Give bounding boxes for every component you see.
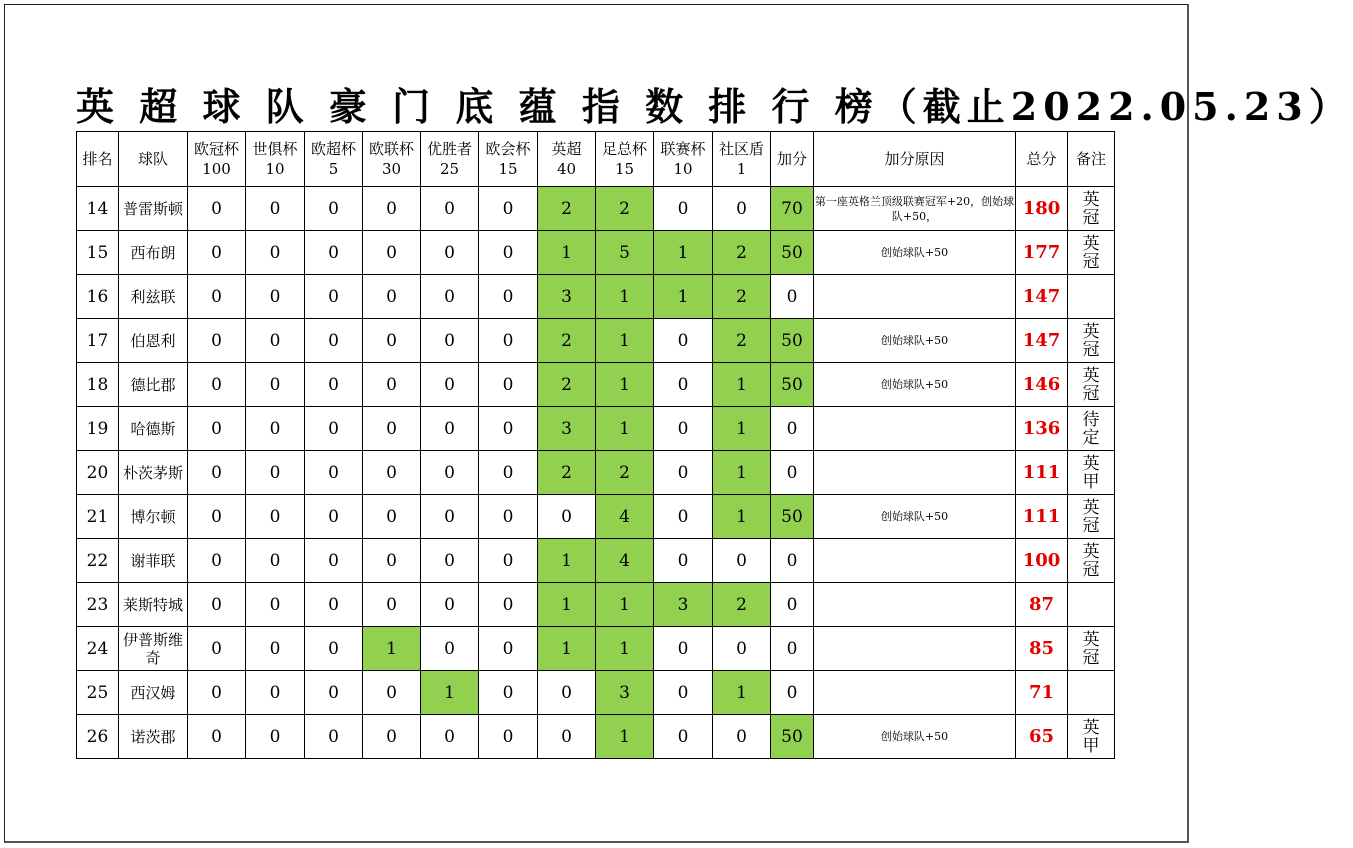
trophy-count-cell: 0 bbox=[188, 407, 246, 451]
trophy-count-cell: 0 bbox=[479, 231, 538, 275]
team-cell: 伊普斯维奇 bbox=[119, 627, 188, 671]
trophy-count-cell: 0 bbox=[654, 539, 713, 583]
note-cell bbox=[1068, 539, 1115, 583]
header-label: 加分原因 bbox=[884, 150, 945, 168]
note-text: 英冠 bbox=[1082, 541, 1100, 580]
bonus-cell: 50 bbox=[771, 319, 814, 363]
trophy-count-cell: 0 bbox=[654, 627, 713, 671]
trophy-count-cell: 1 bbox=[363, 627, 421, 671]
rank-cell: 17 bbox=[77, 319, 119, 363]
trophy-count-cell: 0 bbox=[188, 627, 246, 671]
trophy-count-cell: 1 bbox=[538, 539, 596, 583]
trophy-count-cell: 0 bbox=[363, 715, 421, 759]
trophy-count-cell: 1 bbox=[713, 671, 771, 715]
note-cell bbox=[1068, 671, 1115, 715]
trophy-count-cell: 0 bbox=[363, 539, 421, 583]
page-title: 英 超 球 队 豪 门 底 蕴 指 数 排 行 榜（截止2022.05.23） bbox=[76, 84, 1353, 129]
column-header bbox=[188, 132, 246, 187]
header-label: 加分 bbox=[776, 150, 807, 168]
trophy-count-cell: 0 bbox=[713, 627, 771, 671]
trophy-count-cell: 0 bbox=[305, 187, 363, 231]
bonus-reason-cell bbox=[814, 451, 1016, 495]
trophy-count-cell: 1 bbox=[596, 363, 654, 407]
total-score-cell: 85 bbox=[1016, 627, 1068, 671]
trophy-count-cell: 0 bbox=[479, 187, 538, 231]
header-points: 100 bbox=[202, 160, 231, 178]
team-cell: 德比郡 bbox=[119, 363, 188, 407]
trophy-count-cell: 1 bbox=[713, 451, 771, 495]
trophy-count-cell: 0 bbox=[188, 231, 246, 275]
header-points: 15 bbox=[614, 160, 635, 178]
trophy-count-cell: 0 bbox=[188, 583, 246, 627]
total-score-cell: 180 bbox=[1016, 187, 1068, 231]
trophy-count-cell: 0 bbox=[363, 363, 421, 407]
trophy-count-cell: 0 bbox=[654, 495, 713, 539]
header-label: 欧超杯 bbox=[310, 140, 356, 158]
header-points: 10 bbox=[265, 160, 285, 178]
total-score-cell: 65 bbox=[1016, 715, 1068, 759]
total-score-cell: 100 bbox=[1016, 539, 1068, 583]
note-text: 英甲 bbox=[1082, 453, 1100, 492]
rank-cell: 18 bbox=[77, 363, 119, 407]
header-label: 总分 bbox=[1026, 150, 1057, 168]
team-cell: 普雷斯顿 bbox=[119, 187, 188, 231]
trophy-count-cell: 1 bbox=[538, 583, 596, 627]
total-score-cell: 111 bbox=[1016, 495, 1068, 539]
total-score-cell: 146 bbox=[1016, 363, 1068, 407]
team-cell: 伯恩利 bbox=[119, 319, 188, 363]
note-cell bbox=[1068, 627, 1115, 671]
trophy-count-cell: 1 bbox=[596, 275, 654, 319]
note-text: 待定 bbox=[1082, 409, 1100, 448]
bonus-cell: 0 bbox=[771, 407, 814, 451]
note-text: 英甲 bbox=[1082, 717, 1100, 756]
rank-cell: 24 bbox=[77, 627, 119, 671]
total-score-cell: 136 bbox=[1016, 407, 1068, 451]
trophy-count-cell: 0 bbox=[713, 539, 771, 583]
column-header bbox=[771, 132, 814, 187]
team-cell: 博尔顿 bbox=[119, 495, 188, 539]
column-header bbox=[246, 132, 305, 187]
note-cell bbox=[1068, 715, 1115, 759]
trophy-count-cell: 0 bbox=[246, 231, 305, 275]
rank-cell: 14 bbox=[77, 187, 119, 231]
trophy-count-cell: 0 bbox=[246, 319, 305, 363]
header-row bbox=[77, 132, 1115, 187]
table-row bbox=[77, 671, 1115, 715]
trophy-count-cell: 0 bbox=[246, 187, 305, 231]
trophy-count-cell: 1 bbox=[654, 275, 713, 319]
bonus-cell: 0 bbox=[771, 451, 814, 495]
trophy-count-cell: 0 bbox=[479, 627, 538, 671]
trophy-count-cell: 0 bbox=[479, 583, 538, 627]
column-header bbox=[713, 132, 771, 187]
total-score-cell: 71 bbox=[1016, 671, 1068, 715]
trophy-count-cell: 0 bbox=[479, 319, 538, 363]
trophy-count-cell: 0 bbox=[305, 671, 363, 715]
note-text: 英冠 bbox=[1082, 365, 1100, 404]
table-row bbox=[77, 451, 1115, 495]
note-text: 英冠 bbox=[1082, 629, 1100, 668]
trophy-count-cell: 0 bbox=[305, 539, 363, 583]
header-points: 30 bbox=[381, 160, 402, 178]
bonus-reason-cell: 创始球队+50 bbox=[814, 715, 1016, 759]
trophy-count-cell: 0 bbox=[421, 627, 479, 671]
trophy-count-cell: 0 bbox=[538, 671, 596, 715]
trophy-count-cell: 0 bbox=[246, 539, 305, 583]
column-header bbox=[1068, 132, 1115, 187]
rank-cell: 23 bbox=[77, 583, 119, 627]
trophy-count-cell: 0 bbox=[363, 319, 421, 363]
header-label: 联赛杯 bbox=[660, 140, 706, 158]
note-text: 英冠 bbox=[1082, 497, 1100, 536]
trophy-count-cell: 0 bbox=[305, 627, 363, 671]
rank-cell: 22 bbox=[77, 539, 119, 583]
trophy-count-cell: 0 bbox=[421, 363, 479, 407]
rank-cell: 21 bbox=[77, 495, 119, 539]
table-row bbox=[77, 187, 1115, 231]
trophy-count-cell: 0 bbox=[479, 363, 538, 407]
trophy-count-cell: 2 bbox=[713, 319, 771, 363]
trophy-count-cell: 1 bbox=[596, 319, 654, 363]
bonus-cell: 0 bbox=[771, 627, 814, 671]
trophy-count-cell: 0 bbox=[654, 715, 713, 759]
trophy-count-cell: 0 bbox=[421, 407, 479, 451]
trophy-count-cell: 0 bbox=[305, 407, 363, 451]
trophy-count-cell: 0 bbox=[654, 671, 713, 715]
trophy-count-cell: 2 bbox=[538, 451, 596, 495]
rank-cell: 15 bbox=[77, 231, 119, 275]
column-header bbox=[77, 132, 119, 187]
table-row bbox=[77, 275, 1115, 319]
column-header bbox=[305, 132, 363, 187]
team-cell: 朴茨茅斯 bbox=[119, 451, 188, 495]
trophy-count-cell: 0 bbox=[479, 539, 538, 583]
bonus-cell: 50 bbox=[771, 495, 814, 539]
trophy-count-cell: 2 bbox=[538, 363, 596, 407]
header-label: 欧冠杯 bbox=[193, 140, 239, 158]
trophy-count-cell: 3 bbox=[654, 583, 713, 627]
trophy-count-cell: 0 bbox=[363, 451, 421, 495]
bonus-cell: 0 bbox=[771, 671, 814, 715]
note-cell bbox=[1068, 275, 1115, 319]
trophy-count-cell: 1 bbox=[654, 231, 713, 275]
total-score-cell: 87 bbox=[1016, 583, 1068, 627]
trophy-count-cell: 0 bbox=[188, 671, 246, 715]
trophy-count-cell: 0 bbox=[363, 583, 421, 627]
bonus-reason-cell: 创始球队+50 bbox=[814, 495, 1016, 539]
trophy-count-cell: 0 bbox=[479, 495, 538, 539]
note-text: 英冠 bbox=[1082, 189, 1100, 228]
note-text: 英冠 bbox=[1082, 233, 1100, 272]
team-cell: 西布朗 bbox=[119, 231, 188, 275]
column-header bbox=[421, 132, 479, 187]
trophy-count-cell: 0 bbox=[654, 187, 713, 231]
trophy-count-cell: 0 bbox=[479, 275, 538, 319]
trophy-count-cell: 2 bbox=[596, 187, 654, 231]
trophy-count-cell: 0 bbox=[421, 451, 479, 495]
trophy-count-cell: 0 bbox=[188, 187, 246, 231]
total-score-cell: 177 bbox=[1016, 231, 1068, 275]
note-cell bbox=[1068, 407, 1115, 451]
rank-cell: 19 bbox=[77, 407, 119, 451]
trophy-count-cell: 0 bbox=[421, 539, 479, 583]
trophy-count-cell: 0 bbox=[421, 495, 479, 539]
bonus-reason-cell: 创始球队+50 bbox=[814, 319, 1016, 363]
table-body bbox=[77, 187, 1115, 759]
table-row bbox=[77, 539, 1115, 583]
header-points: 10 bbox=[673, 160, 693, 178]
column-header bbox=[119, 132, 188, 187]
trophy-count-cell: 0 bbox=[188, 451, 246, 495]
trophy-count-cell: 0 bbox=[305, 319, 363, 363]
table-row bbox=[77, 583, 1115, 627]
trophy-count-cell: 1 bbox=[421, 671, 479, 715]
trophy-count-cell: 0 bbox=[246, 495, 305, 539]
rank-cell: 20 bbox=[77, 451, 119, 495]
column-header bbox=[654, 132, 713, 187]
trophy-count-cell: 0 bbox=[188, 319, 246, 363]
table-row bbox=[77, 627, 1115, 671]
trophy-count-cell: 1 bbox=[596, 715, 654, 759]
trophy-count-cell: 0 bbox=[246, 451, 305, 495]
note-text: 英冠 bbox=[1082, 321, 1100, 360]
bonus-reason-cell bbox=[814, 583, 1016, 627]
trophy-count-cell: 2 bbox=[713, 231, 771, 275]
header-points: 25 bbox=[439, 160, 460, 178]
bonus-reason-cell: 创始球队+50 bbox=[814, 231, 1016, 275]
trophy-count-cell: 0 bbox=[246, 363, 305, 407]
trophy-count-cell: 1 bbox=[596, 583, 654, 627]
bonus-cell: 0 bbox=[771, 583, 814, 627]
trophy-count-cell: 0 bbox=[305, 275, 363, 319]
trophy-count-cell: 0 bbox=[479, 715, 538, 759]
trophy-count-cell: 0 bbox=[188, 275, 246, 319]
note-cell bbox=[1068, 363, 1115, 407]
bonus-cell: 50 bbox=[771, 715, 814, 759]
header-points: 40 bbox=[556, 160, 577, 178]
note-cell bbox=[1068, 231, 1115, 275]
rank-cell: 26 bbox=[77, 715, 119, 759]
trophy-count-cell: 1 bbox=[596, 627, 654, 671]
header-label: 优胜者 bbox=[426, 140, 472, 158]
total-score-cell: 147 bbox=[1016, 319, 1068, 363]
trophy-count-cell: 0 bbox=[421, 583, 479, 627]
trophy-count-cell: 0 bbox=[305, 495, 363, 539]
trophy-count-cell: 0 bbox=[654, 363, 713, 407]
team-cell: 哈德斯 bbox=[119, 407, 188, 451]
trophy-count-cell: 3 bbox=[596, 671, 654, 715]
trophy-count-cell: 0 bbox=[654, 407, 713, 451]
bonus-reason-cell bbox=[814, 539, 1016, 583]
table-row bbox=[77, 407, 1115, 451]
trophy-count-cell: 2 bbox=[713, 583, 771, 627]
header-points: 5 bbox=[328, 160, 339, 178]
trophy-count-cell: 0 bbox=[246, 671, 305, 715]
trophy-count-cell: 0 bbox=[363, 187, 421, 231]
trophy-count-cell: 0 bbox=[246, 407, 305, 451]
trophy-count-cell: 2 bbox=[538, 187, 596, 231]
trophy-count-cell: 0 bbox=[363, 495, 421, 539]
header-label: 欧会杯 bbox=[485, 140, 531, 158]
table-row bbox=[77, 495, 1115, 539]
trophy-count-cell: 0 bbox=[479, 451, 538, 495]
note-cell bbox=[1068, 495, 1115, 539]
trophy-count-cell: 0 bbox=[188, 363, 246, 407]
trophy-count-cell: 0 bbox=[363, 671, 421, 715]
trophy-count-cell: 1 bbox=[713, 407, 771, 451]
trophy-count-cell: 2 bbox=[538, 319, 596, 363]
column-header bbox=[363, 132, 421, 187]
trophy-count-cell: 0 bbox=[188, 715, 246, 759]
team-cell: 莱斯特城 bbox=[119, 583, 188, 627]
trophy-count-cell: 0 bbox=[305, 583, 363, 627]
trophy-count-cell: 0 bbox=[713, 187, 771, 231]
header-label: 欧联杯 bbox=[368, 140, 414, 158]
note-cell bbox=[1068, 451, 1115, 495]
bonus-cell: 0 bbox=[771, 539, 814, 583]
trophy-count-cell: 0 bbox=[421, 715, 479, 759]
trophy-count-cell: 3 bbox=[538, 407, 596, 451]
trophy-count-cell: 0 bbox=[305, 231, 363, 275]
note-cell bbox=[1068, 187, 1115, 231]
trophy-count-cell: 0 bbox=[538, 715, 596, 759]
column-header bbox=[538, 132, 596, 187]
bonus-cell: 50 bbox=[771, 363, 814, 407]
trophy-count-cell: 0 bbox=[421, 319, 479, 363]
trophy-count-cell: 0 bbox=[654, 319, 713, 363]
header-label: 足总杯 bbox=[601, 140, 647, 158]
bonus-cell: 50 bbox=[771, 231, 814, 275]
header-label: 社区盾 bbox=[718, 140, 764, 158]
bonus-reason-cell: 创始球队+50 bbox=[814, 363, 1016, 407]
trophy-count-cell: 0 bbox=[188, 495, 246, 539]
table-row bbox=[77, 231, 1115, 275]
trophy-count-cell: 0 bbox=[421, 187, 479, 231]
trophy-count-cell: 0 bbox=[713, 715, 771, 759]
total-score-cell: 111 bbox=[1016, 451, 1068, 495]
bonus-reason-cell bbox=[814, 671, 1016, 715]
total-score-cell: 147 bbox=[1016, 275, 1068, 319]
header-points: 1 bbox=[736, 160, 747, 178]
header-label: 球队 bbox=[137, 150, 168, 168]
trophy-count-cell: 2 bbox=[713, 275, 771, 319]
trophy-count-cell: 0 bbox=[363, 275, 421, 319]
trophy-count-cell: 0 bbox=[479, 407, 538, 451]
rank-cell: 16 bbox=[77, 275, 119, 319]
header-label: 英超 bbox=[551, 140, 582, 158]
header-label: 备注 bbox=[1075, 150, 1106, 168]
trophy-count-cell: 0 bbox=[246, 627, 305, 671]
team-cell: 诺茨郡 bbox=[119, 715, 188, 759]
trophy-count-cell: 0 bbox=[305, 451, 363, 495]
trophy-count-cell: 0 bbox=[246, 275, 305, 319]
trophy-count-cell: 1 bbox=[596, 407, 654, 451]
table-row bbox=[77, 363, 1115, 407]
trophy-count-cell: 4 bbox=[596, 539, 654, 583]
bonus-reason-cell bbox=[814, 627, 1016, 671]
trophy-count-cell: 0 bbox=[421, 231, 479, 275]
trophy-count-cell: 1 bbox=[713, 363, 771, 407]
bonus-reason-cell: 第一座英格兰顶级联赛冠军+20，创始球队+50， bbox=[814, 187, 1016, 231]
trophy-count-cell: 1 bbox=[713, 495, 771, 539]
trophy-count-cell: 0 bbox=[363, 407, 421, 451]
team-cell: 西汉姆 bbox=[119, 671, 188, 715]
header-label: 排名 bbox=[82, 150, 113, 168]
rank-cell: 25 bbox=[77, 671, 119, 715]
column-header bbox=[1016, 132, 1068, 187]
trophy-count-cell: 1 bbox=[538, 627, 596, 671]
trophy-count-cell: 0 bbox=[305, 363, 363, 407]
bonus-cell: 0 bbox=[771, 275, 814, 319]
trophy-count-cell: 0 bbox=[421, 275, 479, 319]
trophy-count-cell: 1 bbox=[538, 231, 596, 275]
note-cell bbox=[1068, 583, 1115, 627]
column-header bbox=[814, 132, 1016, 187]
column-header bbox=[479, 132, 538, 187]
trophy-count-cell: 0 bbox=[363, 231, 421, 275]
trophy-count-cell: 3 bbox=[538, 275, 596, 319]
header-label: 世俱杯 bbox=[252, 140, 298, 158]
note-cell bbox=[1068, 319, 1115, 363]
trophy-count-cell: 0 bbox=[188, 539, 246, 583]
bonus-reason-cell bbox=[814, 407, 1016, 451]
header-points: 15 bbox=[498, 160, 518, 178]
ranking-table bbox=[76, 131, 1115, 759]
trophy-count-cell: 0 bbox=[246, 715, 305, 759]
trophy-count-cell: 0 bbox=[538, 495, 596, 539]
team-cell: 谢菲联 bbox=[119, 539, 188, 583]
trophy-count-cell: 0 bbox=[246, 583, 305, 627]
column-header bbox=[596, 132, 654, 187]
bonus-cell: 70 bbox=[771, 187, 814, 231]
team-cell: 利兹联 bbox=[119, 275, 188, 319]
trophy-count-cell: 5 bbox=[596, 231, 654, 275]
table-row bbox=[77, 319, 1115, 363]
trophy-count-cell: 0 bbox=[654, 451, 713, 495]
bonus-reason-cell bbox=[814, 275, 1016, 319]
trophy-count-cell: 0 bbox=[305, 715, 363, 759]
table-row bbox=[77, 715, 1115, 759]
trophy-count-cell: 4 bbox=[596, 495, 654, 539]
trophy-count-cell: 2 bbox=[596, 451, 654, 495]
trophy-count-cell: 0 bbox=[479, 671, 538, 715]
